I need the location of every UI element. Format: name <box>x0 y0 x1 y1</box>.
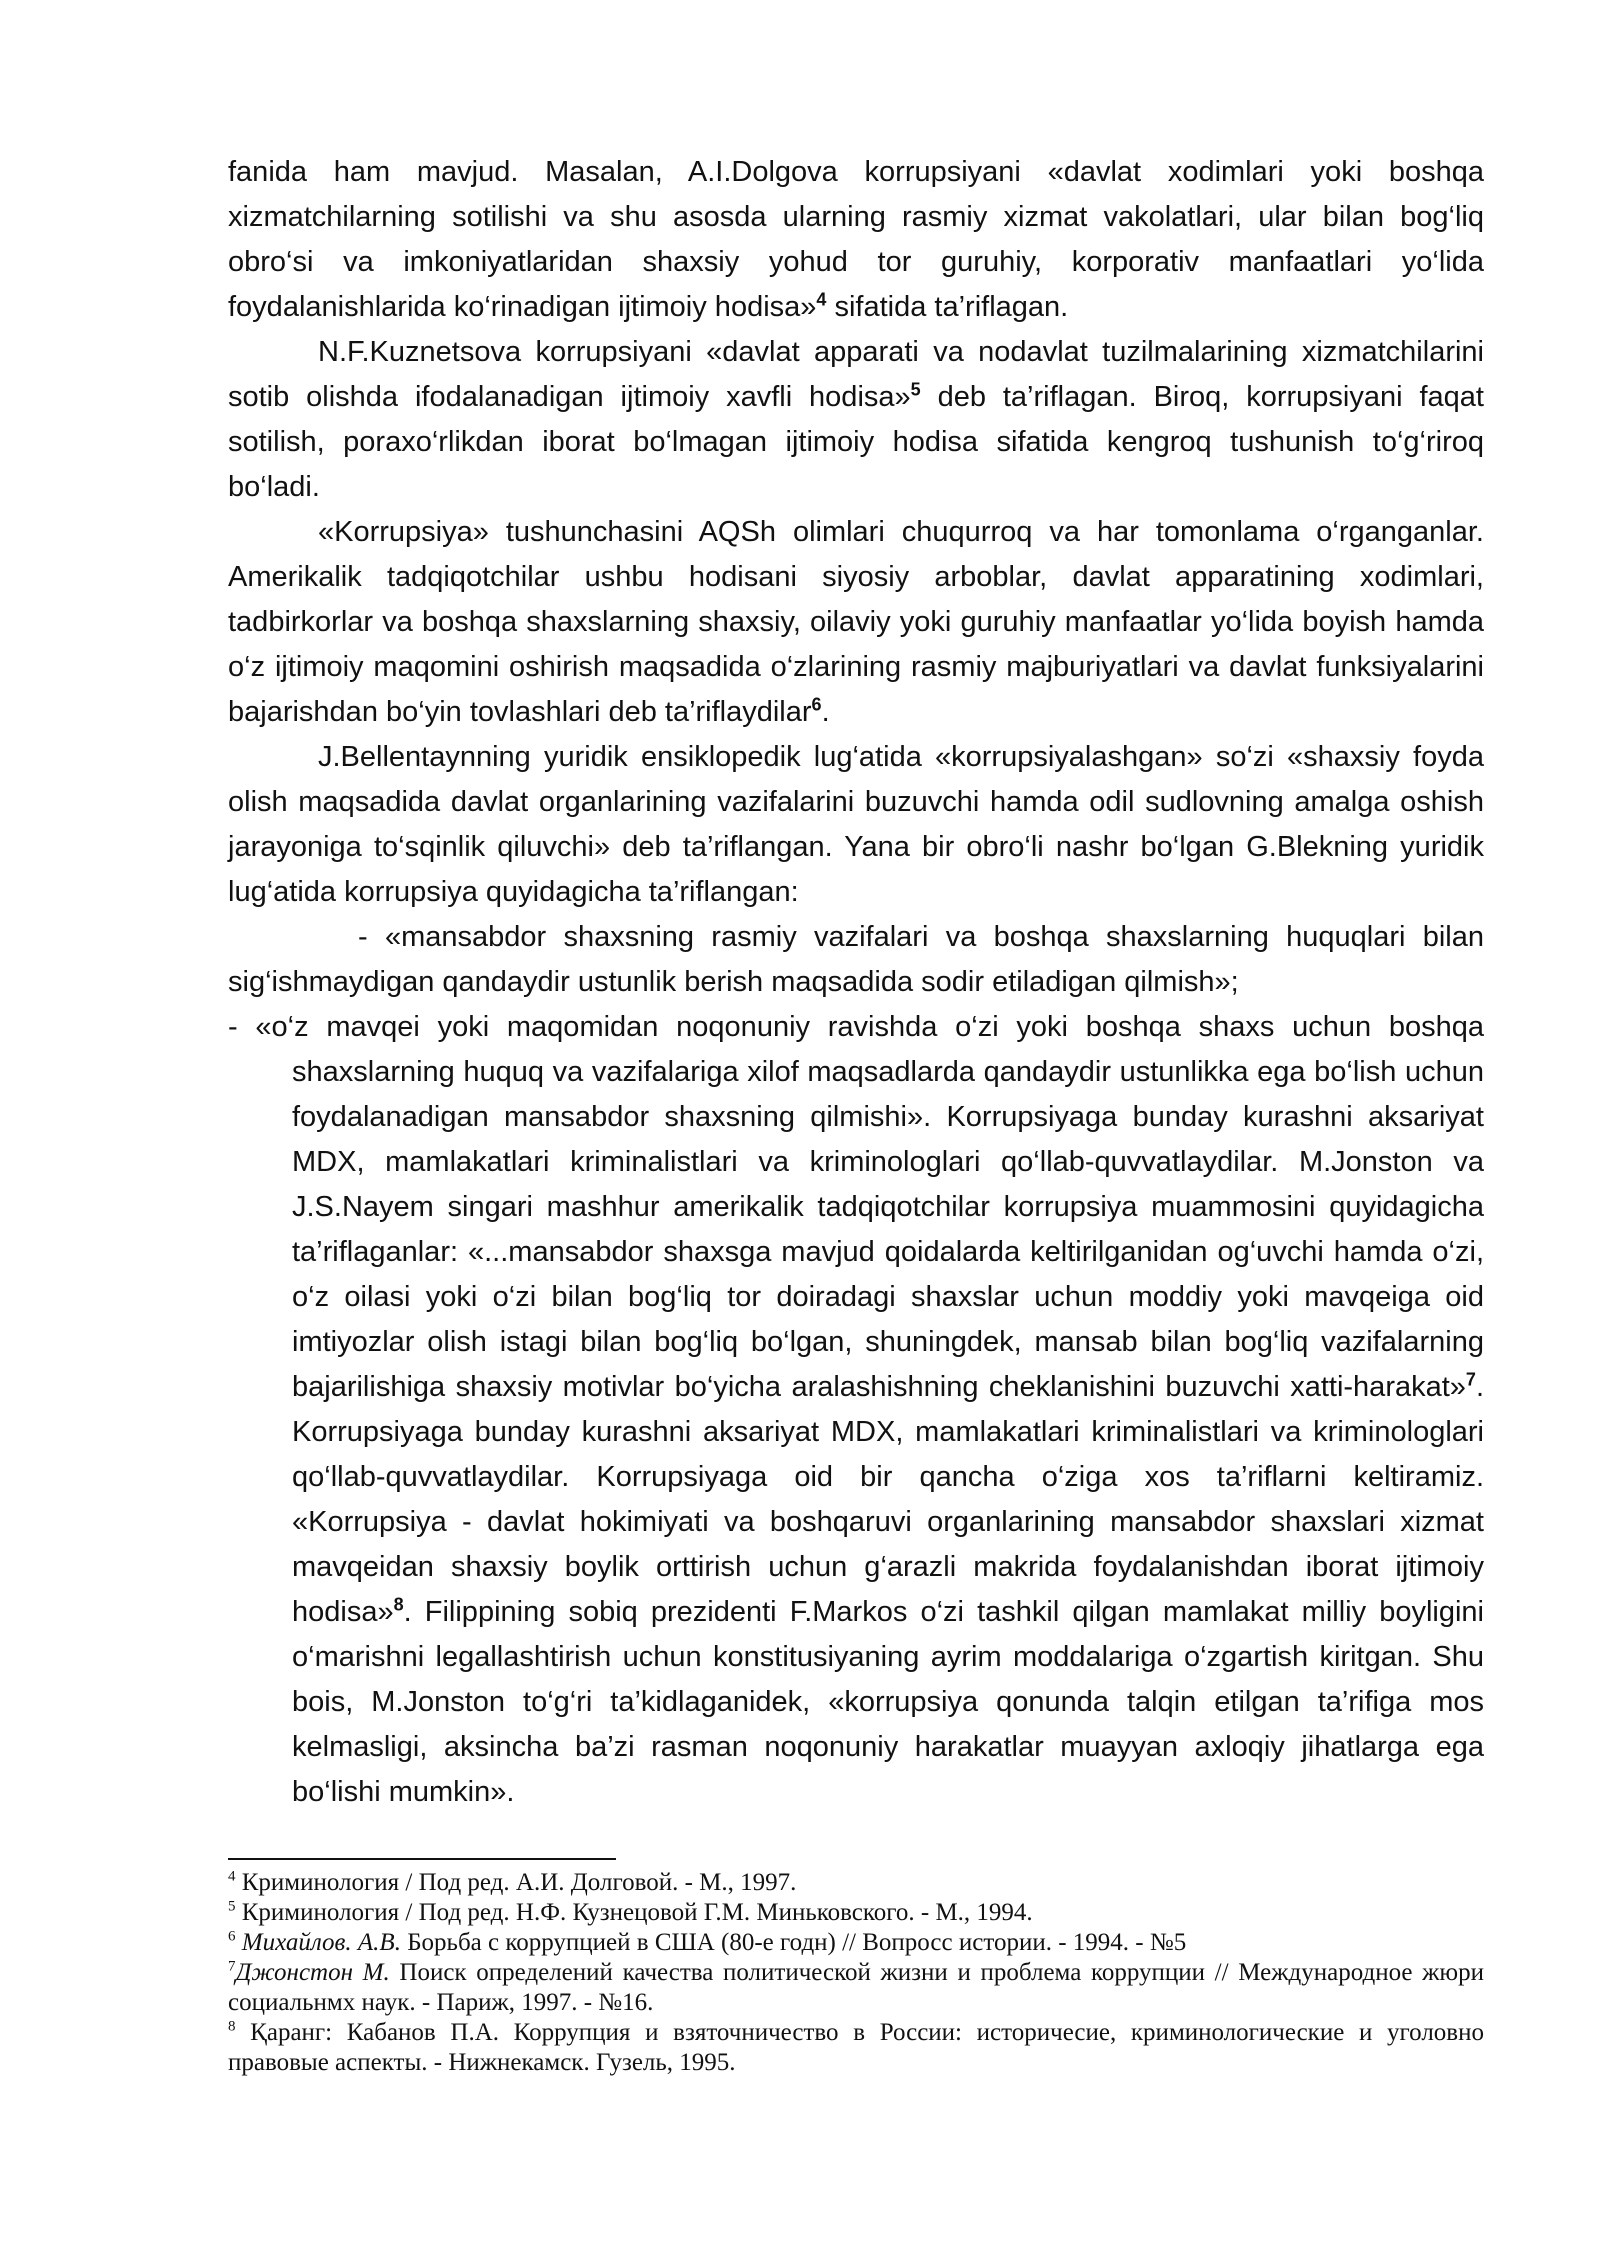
paragraph-text: deb ta’riflagan. Biroq, korrupsiyani faqat sotilish, poraxo‘rlikdan iborat bo‘lmagan ijtimoiy hodisa sifatida kengroq tushunish to‘g‘riroq bo‘ladi. <box>228 381 1484 503</box>
list-item-1: - «mansabdor shaxsning rasmiy vazifalari va boshqa shaxslarning huquqlari bilan sig‘ishmaydigan qandaydir ustunlik berish maqsadida sodir etiladigan qilmish»; <box>228 921 1484 998</box>
paragraph-text: sifatida ta’riflagan. <box>826 291 1069 323</box>
footnote-4 <box>228 1868 1484 1898</box>
paragraph-2 <box>228 330 1484 510</box>
paragraph-3 <box>228 510 1484 735</box>
footnote-text: Криминология / Под ред. А.И. Долговой. - М., 1997. <box>235 1869 797 1896</box>
footnote-8 <box>228 2018 1484 2078</box>
footnote-separator <box>228 1858 616 1860</box>
footnote-text: Қаранг: Кабанов П.А. Коррупция и взяточничество в России: историчесие, криминологические и уголовно правовые аспекты. - Нижнекамск. Гузель, 1995. <box>228 2019 1484 2076</box>
paragraph-text: . Filippining sobiq prezidenti F.Markos o‘zi tashkil qilgan mamlakat milliy boyligini o‘marishni legallashtirish uchun konstitusiyaning ayrim moddalariga o‘zgartish kiritgan. Shu bois, M.Jonston to‘g‘ri ta’kidlaganidek, «korrupsiya qonunda talqin etilgan ta’rifiga mos kelmasligi, aksincha ba’zi rasman noqonuniy harakatlar muayyan axloqiy jihatlarga ega bo‘lishi mumkin». <box>292 1596 1484 1808</box>
paragraph-text: N.F.Kuznetsova korrupsiyani «davlat apparati va nodavlat tuzilmalarining xizmatchilarini sotib olishda ifodalanadigan ijtimoiy xavfli hodisa» <box>228 336 1484 413</box>
paragraph-4: J.Bellentaynning yuridik ensiklopedik lug‘atida «korrupsiyalashgan» so‘zi «shaxsiy foyda olish maqsadida davlat organlarining vazifalarini buzuvchi hamda odil sudlovning amalga oshish jarayoniga to‘sqinlik qiluvchi» deb ta’riflangan. Yana bir obro‘li nashr bo‘lgan G.Blekning yuridik lug‘atida korrupsiya quyidagicha ta’riflangan: <box>228 741 1484 908</box>
footnote-text: Поиск определений качества политической жизни и проблема коррупции // Международное жюри социальнмх наук. - Париж, 1997. - №16. <box>228 1959 1484 2016</box>
document-body <box>228 150 1484 1815</box>
footnote-text: Борьба с коррупцией в США (80-е годн) // Вопросс истории. - 1994. - №5 <box>400 1929 1187 1956</box>
footnote-ref[interactable]: 8 <box>393 1594 404 1615</box>
paragraph-text: fanida ham mavjud. Masalan, A.I.Dolgova korrupsiyani «davlat xodimlari yoki boshqa xizmatchilarning sotilishi va shu asosda ularning rasmiy xizmat vakolatlari, ular bilan bog‘liq obro‘si va imkoniyatlaridan shaxsiy yohud tor guruhiy, korporativ manfaatlari yo‘lida foydalanishlarida ko‘rinadigan ijtimoiy hodisa» <box>228 156 1484 323</box>
footnote-number: 4 <box>228 1868 236 1885</box>
footnote-ref[interactable]: 7 <box>1465 1369 1476 1390</box>
footnote-number: 8 <box>228 2018 236 2035</box>
footnote-text: Криминология / Под ред. Н.Ф. Кузнецовой Г.М. Миньковского. - М., 1994. <box>235 1899 1033 1926</box>
footnote-author: Джонстон М. <box>235 1959 390 1986</box>
footnote-author: Михайлов. А.В. <box>241 1929 401 1956</box>
paragraph-1 <box>228 150 1484 330</box>
footnote-7 <box>228 1958 1484 2018</box>
paragraph-text: - «o‘z mavqei yoki maqomidan noqonuniy ravishda o‘zi yoki boshqa shaxs uchun boshqa shaxslarning huquq va vazifalariga xilof maqsadlarda qandaydir ustunlikka ega bo‘lish uchun foydalanadigan mansabdor shaxsning qilmishi». Korrupsiyaga bunday kurashni aksariyat MDX, mamlakatlari kriminalistlari va kriminologlari qo‘llab-quvvatlaydilar. M.Jonston va J.S.Nayem singari mashhur amerikalik tadqiqotchilar korrupsiya muammosini quyidagicha ta’riflaganlar: «...mansabdor shaxsga mavjud qoidalarda keltirilganidan og‘uvchi hamda o‘zi, o‘z oilasi yoki o‘zi bilan bog‘liq tor doiradagi shaxslar uchun moddiy yoki mavqeiga oid imtiyozlar olish istagi bilan bog‘liq bo‘lgan, shuningdek, mansab bilan bog‘liq vazifalarning bajarilishiga shaxsiy motivlar bo‘yicha aralashishning cheklanishini buzuvchi xatti-harakat» <box>228 1011 1484 1403</box>
footnote-6 <box>228 1928 1484 1958</box>
footnote-ref[interactable]: 6 <box>811 694 822 715</box>
footnote-ref[interactable]: 4 <box>816 289 827 310</box>
footnotes <box>228 1868 1484 2078</box>
paragraph-text: . <box>821 696 830 728</box>
footnote-5 <box>228 1898 1484 1928</box>
footnote-ref[interactable]: 5 <box>910 379 921 400</box>
footnote-number: 5 <box>228 1898 236 1915</box>
list-item-2 <box>228 1005 1484 1815</box>
footnote-number: 6 <box>228 1928 236 1945</box>
paragraph-text: . Korrupsiyaga bunday kurashni aksariyat MDX, mamlakatlari kriminalistlari va kriminologlari qo‘llab-quvvatlaydilar. Korrupsiyaga oid bir qancha o‘ziga xos ta’riflarni keltiramiz. «Korrupsiya - davlat hokimiyati va boshqaruvi organlarining mansabdor shaxslari xizmat mavqeidan shaxsiy boylik orttirish uchun g‘arazli makrida foydalanishdan iborat ijtimoiy hodisa» <box>292 1371 1484 1628</box>
footnote-number: 7 <box>228 1958 236 1975</box>
paragraph-text: «Korrupsiya» tushunchasini AQSh olimlari chuqurroq va har tomonlama o‘rganganlar. Amerikalik tadqiqotchilar ushbu hodisani siyosiy arboblar, davlat apparatining xodimlari, tadbirkorlar va boshqa shaxslarning shaxsiy, oilaviy yoki guruhiy manfaatlar yo‘lida boyish hamda o‘z ijtimoiy maqomini oshirish maqsadida o‘zlarining rasmiy majburiyatlari va davlat funksiyalarini bajarishdan bo‘yin tovlashlari deb ta’riflaydilar <box>228 516 1484 728</box>
